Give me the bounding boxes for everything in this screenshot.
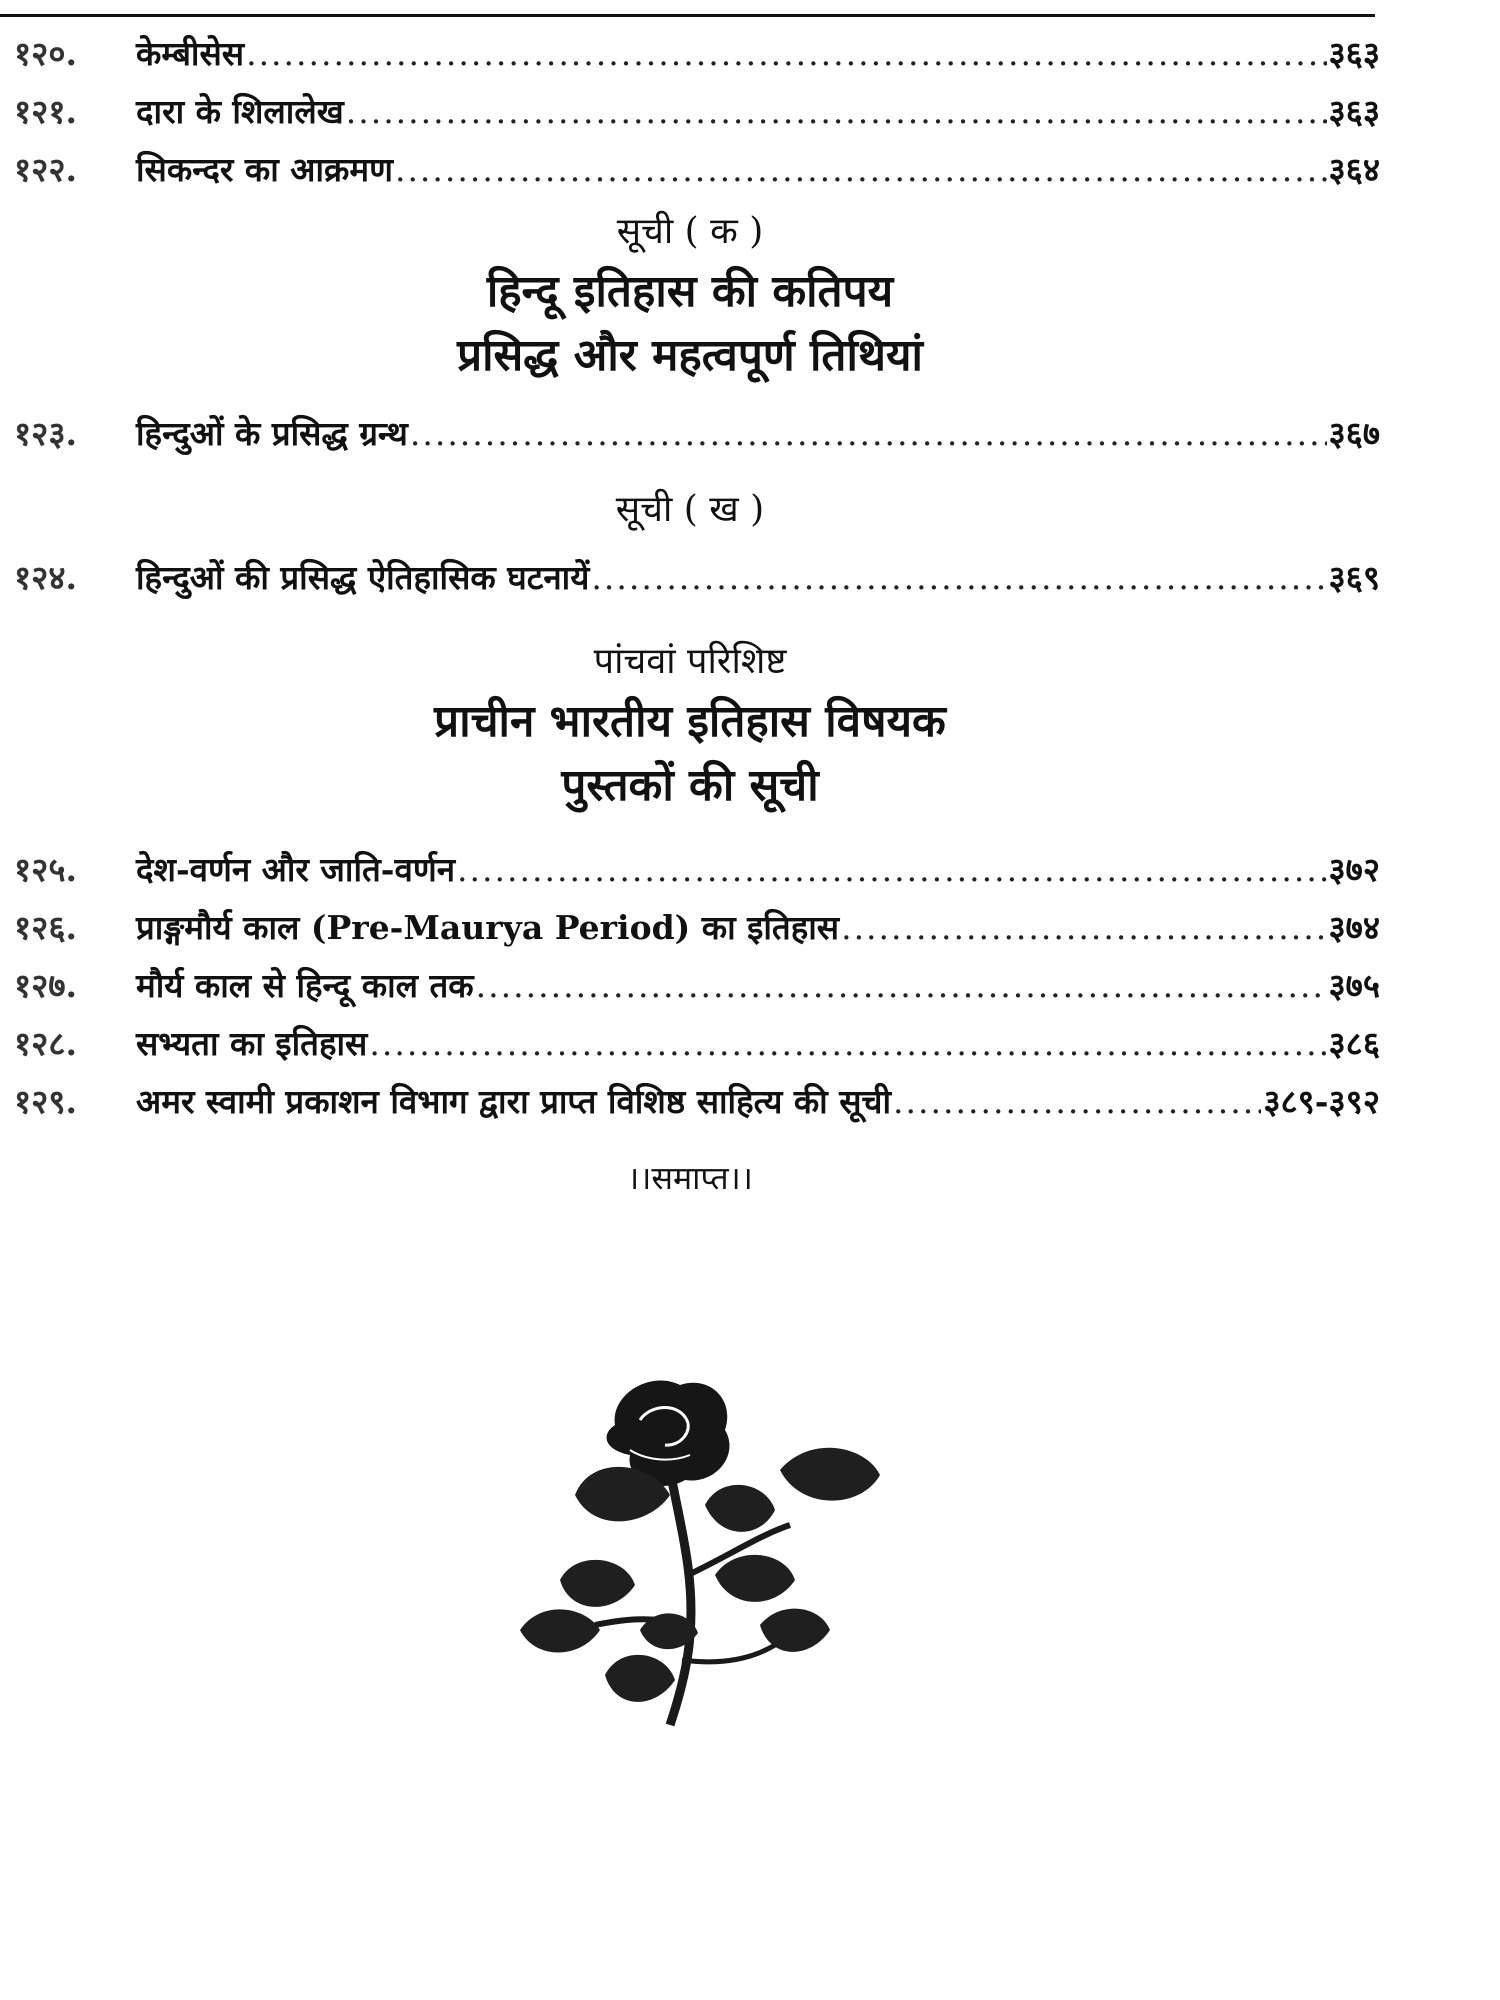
rose-ornament-icon bbox=[520, 1375, 900, 1735]
entry-number: १२६. bbox=[14, 908, 77, 947]
list-ka-title-line1: हिन्दू इतिहास की कतिपय bbox=[486, 266, 894, 317]
entry-title: केम्बीसेस bbox=[136, 34, 245, 73]
entry-number: १२५. bbox=[14, 850, 77, 889]
dot-leader bbox=[395, 150, 1327, 189]
entry-title: सभ्यता का इतिहास bbox=[136, 1024, 368, 1063]
entry-page: ३८६ bbox=[1328, 1024, 1380, 1063]
end-mark: ।।समाप्त।। bbox=[627, 1159, 753, 1197]
entry-number: १२७. bbox=[14, 966, 77, 1005]
entry-number: १२८. bbox=[14, 1024, 77, 1063]
list-ka-label: सूची ( क ) bbox=[616, 211, 764, 252]
entry-title: देश-वर्णन और जाति-वर्णन bbox=[136, 850, 456, 889]
list-ka-title-line2: प्रसिद्ध और महत्वपूर्ण तिथियां bbox=[457, 330, 923, 381]
appendix5-label: पांचवां परिशिष्ट bbox=[593, 641, 787, 682]
toc-entry bbox=[0, 846, 1380, 904]
dot-leader bbox=[369, 1024, 1326, 1063]
appendix5-title-line2: पुस्तकों की सूची bbox=[561, 760, 819, 811]
entry-page: ३६३ bbox=[1328, 34, 1380, 73]
entries-appendix5 bbox=[0, 846, 1380, 1136]
top-rule bbox=[0, 14, 1375, 17]
entry-page: ३६३ bbox=[1328, 92, 1380, 131]
toc-entry bbox=[0, 146, 1380, 204]
entry-number: १२०. bbox=[14, 34, 77, 73]
entry-title: प्राङ्गमौर्य काल (Pre-Maurya Period) का इतिहास bbox=[136, 908, 840, 947]
entry-title: दारा के शिलालेख bbox=[136, 92, 344, 131]
entry-title: हिन्दुओं की प्रसिद्ध ऐतिहासिक घटनायें bbox=[136, 558, 590, 597]
appendix5-title-line1: प्राचीन भारतीय इतिहास विषयक bbox=[434, 696, 946, 747]
entry-number: १२२. bbox=[14, 150, 77, 189]
dot-leader bbox=[893, 1082, 1261, 1121]
dot-leader bbox=[346, 92, 1327, 131]
entries-top bbox=[0, 30, 1380, 204]
entry-title: मौर्य काल से हिन्दू काल तक bbox=[136, 966, 474, 1005]
toc-entry bbox=[0, 962, 1380, 1020]
contents-page bbox=[0, 30, 1380, 1208]
dot-leader bbox=[246, 34, 1326, 73]
entry-title: हिन्दुओं के प्रसिद्ध ग्रन्थ bbox=[136, 414, 408, 453]
entry-page: ३७५ bbox=[1328, 966, 1380, 1005]
toc-entry bbox=[0, 1078, 1380, 1136]
toc-entry bbox=[0, 410, 1380, 468]
entry-page: ३८९-३९२ bbox=[1263, 1082, 1380, 1121]
dot-leader bbox=[457, 850, 1326, 889]
entry-title: सिकन्दर का आक्रमण bbox=[136, 150, 393, 189]
toc-entry bbox=[0, 88, 1380, 146]
list-kha-label: सूची ( ख ) bbox=[615, 489, 765, 530]
entry-number: १२३. bbox=[14, 414, 77, 453]
entry-number: १२९. bbox=[14, 1082, 77, 1121]
toc-entry bbox=[0, 904, 1380, 962]
entry-page: ३६४ bbox=[1328, 150, 1380, 189]
entry-number: १२४. bbox=[14, 558, 77, 597]
entry-page: ३७२ bbox=[1328, 850, 1380, 889]
dot-leader bbox=[410, 414, 1327, 453]
toc-entry bbox=[0, 554, 1380, 612]
toc-entry bbox=[0, 30, 1380, 88]
entry-number: १२१. bbox=[14, 92, 77, 131]
dot-leader bbox=[476, 966, 1327, 1005]
entry-page: ३६९ bbox=[1328, 558, 1380, 597]
toc-entry bbox=[0, 1020, 1380, 1078]
entry-page: ३६७ bbox=[1328, 414, 1380, 453]
dot-leader bbox=[591, 558, 1326, 597]
entry-title: अमर स्वामी प्रकाशन विभाग द्वारा प्राप्त विशिष्ठ साहित्य की सूची bbox=[136, 1082, 892, 1121]
entry-page: ३७४ bbox=[1328, 908, 1380, 947]
dot-leader bbox=[841, 908, 1326, 947]
